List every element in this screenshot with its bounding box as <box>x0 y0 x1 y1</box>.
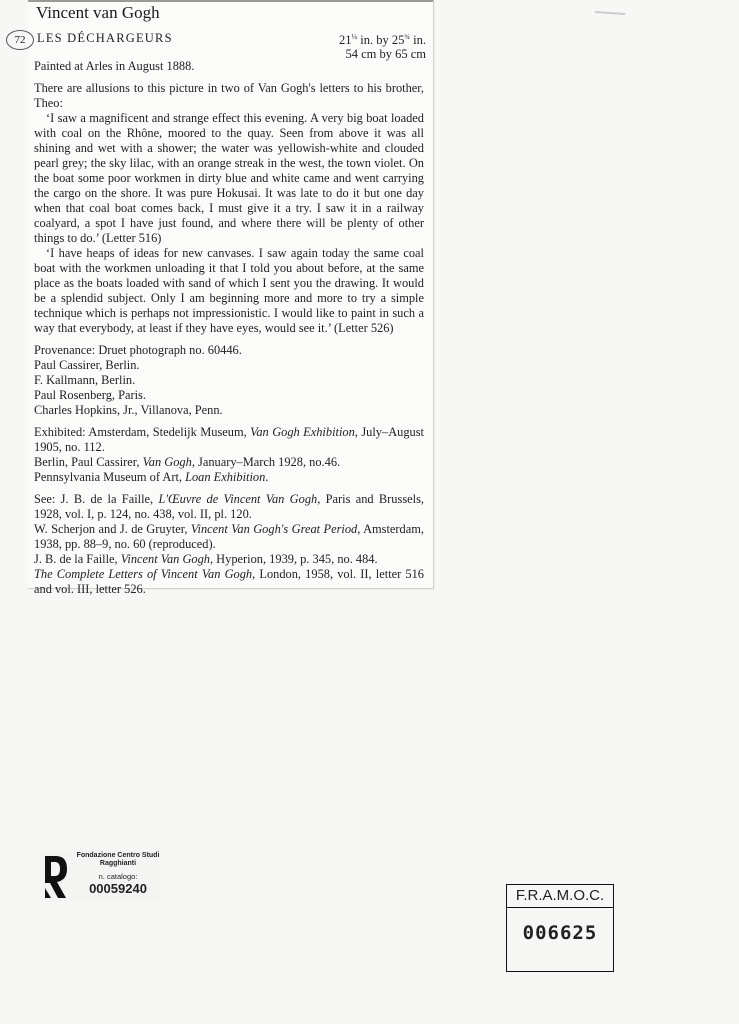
entry-body <box>34 59 424 597</box>
exhibited-list <box>34 425 424 485</box>
exhibition-line: Berlin, Paul Cassirer, Van Gogh, January–March 1928, no.46. <box>34 455 341 469</box>
framoc-number: 006625 <box>522 922 598 944</box>
foundation-logo-icon <box>42 852 68 900</box>
top-rule <box>28 0 433 2</box>
stamp-label: n. catalogo: <box>98 872 138 881</box>
catalog-stamp <box>40 850 160 902</box>
dimensions-inches: $21^{\frac{1}{4}}$ in. by $25^{\frac{3}{4}}$ in. <box>339 32 426 48</box>
letter-quote-516: ‘I saw a magnificent and strange effect this evening. A very big boat loaded with coal on the Rhône, moored to the quay. Seen from above it was all shining and wet with a shower; the water was yellowish-white and clouded pearl grey; the sky lilac, with an orange streak in the west, the town violet. On the boat some poor workmen in dirty blue and white came and went carrying the cargo on the shore. It was pure Hokusai. It was late to do it but one day when that coal boat comes back, I must give it a try. I saw it in a railway coalyard, a spot I have just found, and where there will be plenty of other things to do.’ (Letter 516) <box>34 111 424 245</box>
work-title: LES DÉCHARGEURS <box>37 31 173 45</box>
provenance-line: F. Kallmann, Berlin. <box>34 373 136 387</box>
bibliography-line: W. Scherjon and J. de Gruyter, Vincent Van Gogh's Great Period, Amsterdam, 1938, pp. 88–9, no. 60 (reproduced). <box>34 522 424 551</box>
paper-mark <box>595 11 625 15</box>
bibliography-list <box>34 492 424 597</box>
bibliography-line: The Complete Letters of Vincent Van Gogh, London, 1958, vol. II, letter 516 and vol. III, letter 526. <box>34 567 425 596</box>
dimensions-cm: 54 cm by 65 cm <box>345 47 426 61</box>
stamp-catalog-number: 00059240 <box>89 881 147 896</box>
artist-header: Vincent van Gogh <box>36 3 160 22</box>
exhibition-line: Exhibited: Amsterdam, Stedelijk Museum, Van Gogh Exhibition, July–August 1905, no. 112. <box>34 425 424 454</box>
provenance-list <box>34 343 424 418</box>
intro-paragraph: There are allusions to this picture in two of Van Gogh's letters to his brother, Theo: <box>34 81 424 110</box>
provenance-line: Charles Hopkins, Jr., Villanova, Penn. <box>34 403 223 417</box>
exhibition-line: Pennsylvania Museum of Art, Loan Exhibition. <box>34 470 269 484</box>
bibliography-line: J. B. de la Faille, Vincent Van Gogh, Hyperion, 1939, p. 345, no. 484. <box>34 552 378 566</box>
bibliography-line: See: J. B. de la Faille, L'Œuvre de Vincent Van Gogh, Paris and Brussels, 1928, vol. I, p. 124, no. 438, vol. II, pl. 120. <box>34 492 425 521</box>
catalogue-number: 72 <box>6 30 34 50</box>
provenance-line: Paul Cassirer, Berlin. <box>34 358 140 372</box>
framoc-stamp <box>506 884 614 972</box>
framoc-title: F.R.A.M.O.C. <box>507 885 613 908</box>
provenance-line: Paul Rosenberg, Paris. <box>34 388 146 402</box>
painted-note: Painted at Arles in August 1888. <box>34 59 195 73</box>
provenance-line: Provenance: Druet photograph no. 60446. <box>34 343 242 357</box>
letter-quote-526: ‘I have heaps of ideas for new canvases. I saw again today the same coal boat with the workmen unloading it that I told you about before, at the same place as the boats loaded with sand of which I sent you the drawing. It would be a splendid subject. Only I am beginning more and more to try a simple technique which is perhaps not impressionistic. I would like to paint in such a way that everybody, at least if they have eyes, would see it.’ (Letter 526) <box>34 246 424 335</box>
stamp-organization: Fondazione Centro Studi Ragghianti <box>76 852 160 867</box>
